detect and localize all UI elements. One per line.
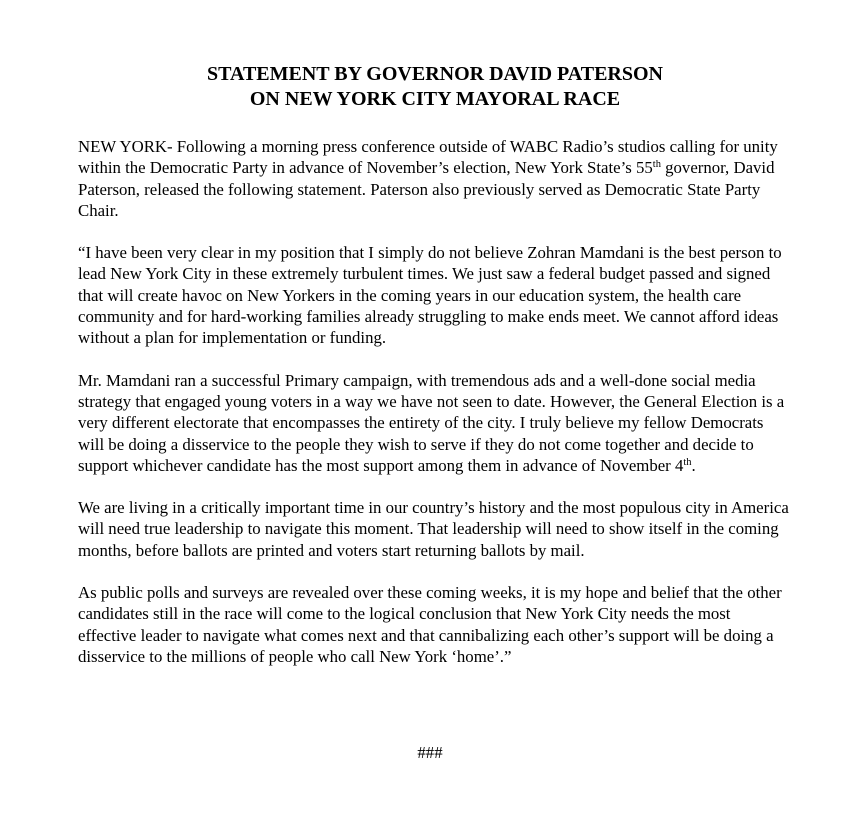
quote-paragraph-2 bbox=[78, 370, 790, 476]
quote-paragraph-1: “I have been very clear in my position that I simply do not believe Zohran Mamdani is the best person to lead New York City in these extremely turbulent times. We just saw a federal budget passed and signed that will create havoc on New Yorkers in the coming years in our education system, the health care community and for hard-working families already struggling to make ends meet. We cannot afford ideas without a plan for implementation or funding. bbox=[78, 243, 782, 348]
statement-title bbox=[78, 62, 790, 112]
quote-2-text-a: Mr. Mamdani ran a successful Primary campaign, with tremendous ads and a well-done social media strategy that engaged young voters in a way we have not seen to date. However, the General Election is a very different electorate that encompasses the entirety of the city. I truly believe my fellow Democrats will be doing a disservice to the people they wish to serve if they do not come together and decide to support whichever candidate has the most support among them in advance of November 4 bbox=[78, 370, 785, 475]
quote-2-text-b: . bbox=[691, 455, 696, 475]
intro-text-a: NEW YORK- Following a morning press conference outside of WABC Radio’s studios calling for unity within the Democratic Party in advance of November’s election, New York State’s 55 bbox=[78, 137, 778, 178]
title-line-2: ON NEW YORK CITY MAYORAL RACE bbox=[249, 88, 621, 110]
ordinal-suffix: th bbox=[652, 159, 661, 171]
title-line-1: STATEMENT BY GOVERNOR DAVID PATERSON bbox=[207, 63, 663, 85]
intro-text-b: governor, David Paterson, released the following statement. Paterson also previously served as Democratic State Party Chair. bbox=[78, 158, 775, 220]
ordinal-suffix: th bbox=[683, 456, 692, 468]
quote-paragraph-4: As public polls and surveys are revealed over these coming weeks, it is my hope and belief that the other candidates still in the race will come to the logical conclusion that New York City needs the most effective leader to navigate what comes next and that cannibalizing each other’s support will be doing a disservice to the millions of people who call New York ‘home’.” bbox=[78, 583, 782, 666]
intro-paragraph bbox=[78, 136, 790, 221]
quote-paragraph-3: We are living in a critically important time in our country’s history and the most populous city in America will need true leadership to navigate this moment. That leadership will need to show itself in the coming months, before ballots are printed and voters start returning ballots by mail. bbox=[78, 498, 789, 560]
end-mark: ### bbox=[417, 743, 443, 762]
statement-body bbox=[78, 62, 790, 688]
